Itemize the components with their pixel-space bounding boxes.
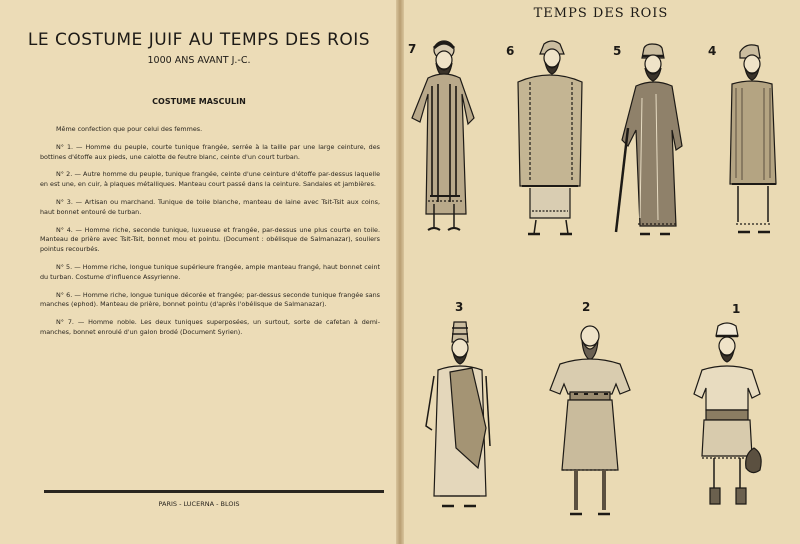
- paragraph-figure-7: N° 7. — Homme noble. Les deux tuniques superposées, un surtout, sorte de cafetan à demi-manches, bonnet enroulé d'un galon brodé (Document Syrien).: [40, 318, 380, 336]
- paragraph-figure-5: N° 5. — Homme riche, longue tunique supérieure frangée, ample manteau frangé, haut bonnet ceint du turban. Costume d'influence Assyrienne.: [40, 262, 380, 281]
- page-title: LE COSTUME JUIF AU TEMPS DES ROIS: [27, 30, 371, 50]
- footer-rule: [44, 490, 384, 493]
- figure-4-illustration: [718, 40, 790, 240]
- figure-number-6: 6: [506, 44, 515, 58]
- figure-number-3: 3: [455, 300, 464, 314]
- figure-number-5: 5: [613, 44, 622, 58]
- figure-5-illustration: [600, 38, 690, 243]
- paragraph-intro: Même confection que pour celui des femmes.: [56, 125, 203, 133]
- paragraph-figure-6: N° 6. — Homme riche, longue tunique décorée et frangée; par-dessus seconde tunique frangée sans manches (ephod). Manteau de prière, bonnet pointu (d'après l'obélisque de Salmanazar).: [40, 290, 380, 309]
- figure-number-7: 7: [408, 42, 417, 56]
- paragraph-figure-1: N° 1. — Homme du peuple, courte tunique frangée, serrée à la taille par une large ceinture, des bottines d'étoffe aux pieds, une calotte de feutre blanc, ceinte d'un court turban.: [40, 142, 380, 161]
- publisher-footer: PARIS - LUCERNA - BLOIS: [158, 500, 240, 508]
- paragraph-figure-2: N° 2. — Autre homme du peuple, tunique frangée, ceinte d'une ceinture d'étoffe par-dessus laquelle en est une, en cuir, à plaques métalliques. Manteau court passé dans la ceinture. Sandales et jambières.: [40, 170, 380, 189]
- figure-number-2: 2: [582, 300, 591, 314]
- figure-1-illustration: [682, 320, 772, 525]
- section-heading: COSTUME MASCULIN: [152, 97, 246, 106]
- figure-3-illustration: [420, 318, 500, 523]
- body-text: [40, 125, 380, 346]
- plate-title: TEMPS DES ROIS: [533, 6, 669, 21]
- figure-2-illustration: [540, 318, 640, 523]
- paragraph-figure-4: N° 4. — Homme riche, seconde tunique, luxueuse et frangée, par-dessus une plus courte en toile. Manteau de prière avec Tsit-Tsit, bonnet mou et pointu. (Document : obélisque de Salmanazar), souliers pointus recourbés.: [40, 225, 380, 254]
- figure-7-illustration: [398, 36, 488, 241]
- figure-6-illustration: [510, 36, 590, 241]
- paragraph-figure-3: N° 3. — Artisan ou marchand. Tunique de toile blanche, manteau de laine avec Tsit-Tsit aux coins, haut bonnet entouré de turban.: [40, 197, 380, 216]
- page-subtitle: 1000 ANS AVANT J.-C.: [147, 55, 251, 66]
- figure-number-4: 4: [708, 44, 717, 58]
- figure-number-1: 1: [732, 302, 741, 316]
